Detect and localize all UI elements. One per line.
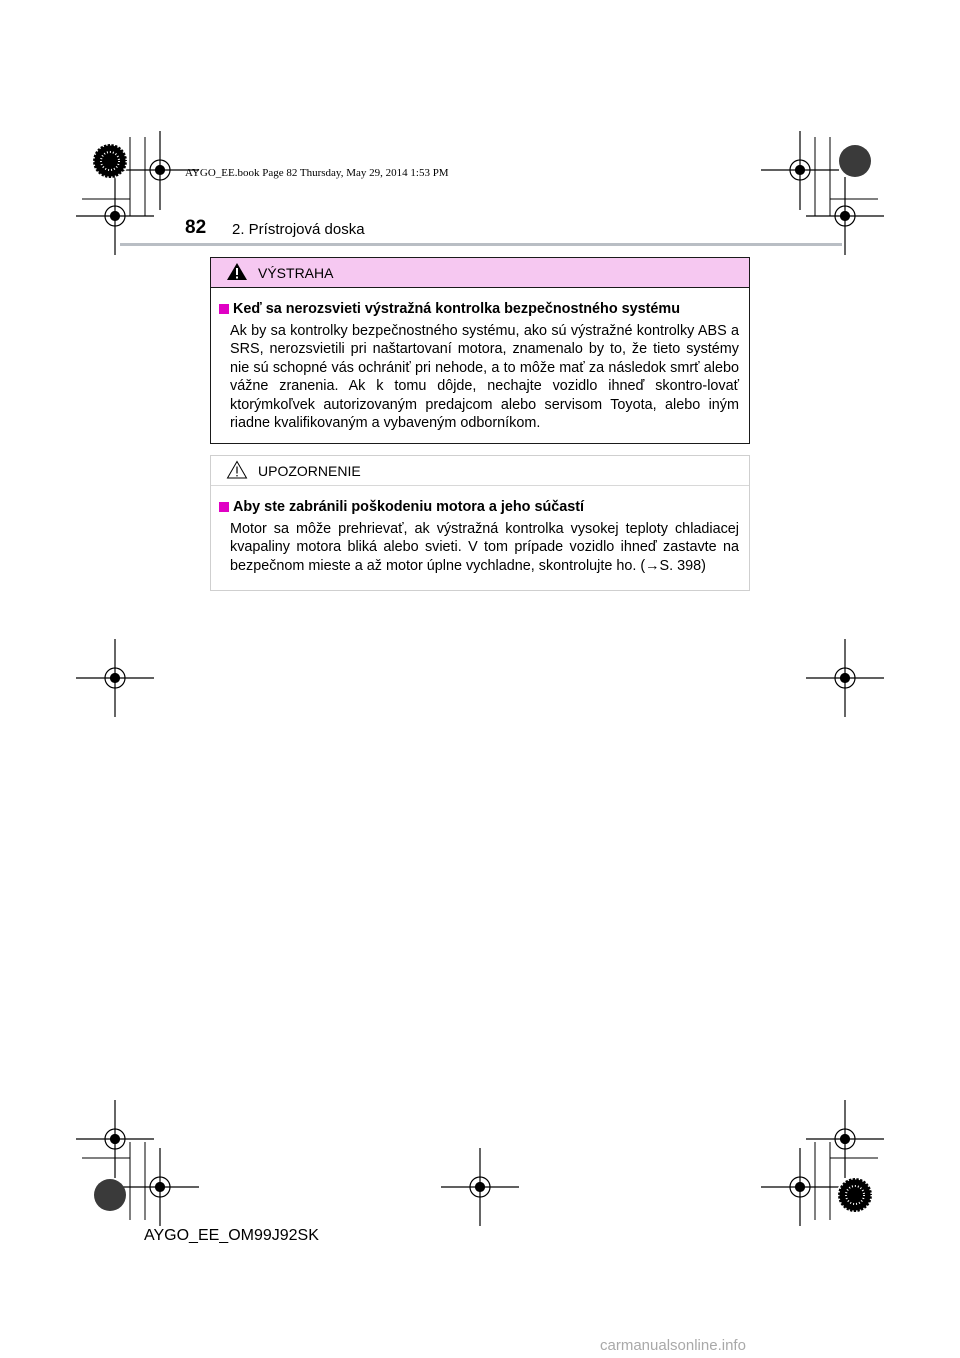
caution-box xyxy=(210,455,750,591)
warning-label: VÝSTRAHA xyxy=(258,264,334,281)
starburst-target-icon xyxy=(839,145,871,177)
magenta-square-bullet-icon xyxy=(219,502,229,512)
warning-heading xyxy=(219,300,741,318)
registration-crosshair-icon xyxy=(806,639,884,717)
registration-crosshair-icon xyxy=(76,639,154,717)
caution-heading-text: Aby ste zabránili poškodeniu motora a jeho súčastí xyxy=(233,499,585,515)
registration-crosshair-icon xyxy=(76,1100,154,1178)
caution-body xyxy=(211,486,749,575)
starburst-target-icon xyxy=(838,1178,872,1212)
starburst-target-icon xyxy=(94,1179,126,1211)
warning-text: Ak by sa kontrolky bezpečnostného systému, ako sú výstražné kontrolky ABS a SRS, nerozsvietili pri naštartovaní motora, znamenalo by to, že tieto systémy nie sú schopné vás ochrániť pri nehode, a to môže mať za následok smrť alebo vážne zranenia. Ak k tomu dôjde, nechajte vozidlo ihneď skontro-lovať ktorýmkoľvek autorizovaným predajcom alebo servisom Toyota, alebo iným riadne kvalifikovaným a vybaveným odborníkom. xyxy=(230,323,739,432)
book-file-line: AYGO_EE.book Page 82 Thursday, May 29, 2014 1:53 PM xyxy=(185,167,449,179)
warning-box xyxy=(210,257,750,444)
starburst-target-icon xyxy=(93,144,127,178)
registration-crosshair-icon xyxy=(441,1148,519,1226)
caution-label: UPOZORNENIE xyxy=(258,462,361,479)
caution-header xyxy=(211,456,749,486)
header-rule xyxy=(120,243,842,246)
watermark: carmanualsonline.info xyxy=(600,1337,746,1354)
warning-body xyxy=(211,288,749,432)
caution-heading xyxy=(219,498,741,516)
registration-crosshair-icon xyxy=(806,1100,884,1178)
page-number: 82 xyxy=(185,217,207,238)
section-title: 2. Prístrojová doska xyxy=(232,221,365,238)
magenta-square-bullet-icon xyxy=(219,304,229,314)
registration-crosshair-icon xyxy=(121,1148,199,1226)
registration-crosshair-icon xyxy=(761,1148,839,1226)
warning-filled-triangle-icon xyxy=(226,262,248,284)
warning-header xyxy=(211,258,749,288)
warning-heading-text: Keď sa nerozsvieti výstražná kontrolka bezpečnostného systému xyxy=(233,301,681,317)
footer-document-code: AYGO_EE_OM99J92SK xyxy=(144,1227,319,1244)
registration-crosshair-icon xyxy=(761,131,839,210)
caution-outline-triangle-icon xyxy=(226,460,248,482)
caution-text: Motor sa môže prehrievať, ak výstražná kontrolka vysokej teploty chladiacej kvapaliny motora bliká alebo svieti. V tom prípade vozidlo ihneď zastavte na bezpečnom mieste a až motor úplne vychladne, skontrolujte ho. (→S. 398) xyxy=(230,521,739,574)
